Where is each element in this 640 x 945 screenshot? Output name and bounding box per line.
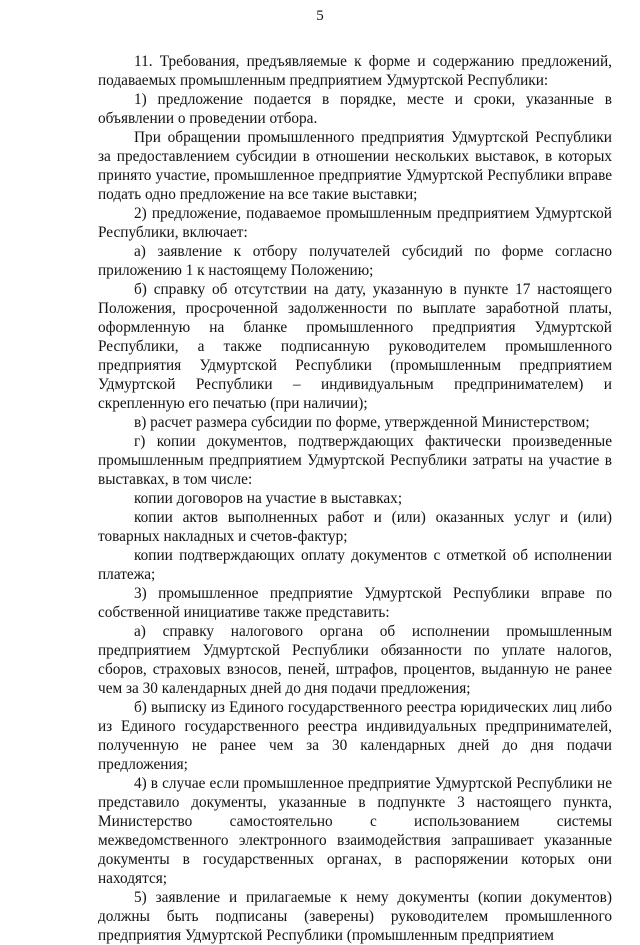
document-body — [98, 52, 612, 945]
paragraph-subitem-3a: а) справку налогового органа об исполнении промышленным предприятием Удмуртской Республики обязанности по уплате налогов, сборов, страховых взносов, пеней, штрафов, процентов, выданную не ранее чем за 30 календарных дней до дня подачи предложения; — [98, 623, 612, 697]
paragraph-subitem-2a: а) заявление к отбору получателей субсидий по форме согласно приложению 1 к настоящему Положению; — [98, 243, 612, 279]
page-number: 5 — [316, 8, 324, 24]
paragraph-multiple-exhibitions: При обращении промышленного предприятия Удмуртской Республики за предоставлением субсидии в отношении нескольких выставок, в которых принято участие, промышленное предприятие Удмуртской Республики вправе подать одно предложение на все такие выставки; — [98, 129, 612, 203]
paragraph-subitem-3: 3) промышленное предприятие Удмуртской Республики вправе по собственной инициативе также представить: — [98, 585, 612, 621]
paragraph-subitem-5: 5) заявление и прилагаемые к нему документы (копии документов) должны быть подписаны (заверены) руководителем промышленного предприятия Удмуртской Республики (промышленным предприятием — [98, 889, 612, 944]
paragraph-payment-copies: копии подтверждающих оплату документов с отметкой об исполнении платежа; — [98, 547, 612, 583]
paragraph-subitem-1: 1) предложение подается в порядке, месте и сроки, указанные в объявлении о проведении отбора. — [98, 91, 612, 127]
paragraph-subitem-2b: б) справку об отсутствии на дату, указанную в пункте 17 настоящего Положения, просроченной задолженности по выплате заработной платы, оформленную на бланке промышленного предприятия Удмуртской Республики, а также подписанную руководителем промышленного предприятия Удмуртской Республики (промышленным предприятием Удмуртской Республики – индивидуальным предпринимателем) и скрепленную его печатью (при наличии); — [98, 281, 612, 412]
paragraph-item-11: 11. Требования, предъявляемые к форме и содержанию предложений, подаваемых промышленным предприятием Удмуртской Республики: — [98, 53, 612, 89]
paragraph-subitem-4: 4) в случае если промышленное предприятие Удмуртской Республики не представило документы, указанные в подпункте 3 настоящего пункта, Министерство самостоятельно с использованием системы межведомственного электронного взаимодействия запрашивает указанные документы в государственных органах, в распоряжении которых они находятся; — [98, 775, 612, 887]
paragraph-subitem-2: 2) предложение, подаваемое промышленным предприятием Удмуртской Республики, включает: — [98, 205, 612, 241]
paragraph-subitem-2v: в) расчет размера субсидии по форме, утвержденной Министерством; — [134, 414, 590, 431]
paragraph-subitem-2g: г) копии документов, подтверждающих фактически произведенные промышленным предприятием Удмуртской Республики затраты на участие в выставках, в том числе: — [98, 433, 612, 488]
paragraph-contracts-copies: копии договоров на участие в выставках; — [134, 490, 403, 507]
paragraph-subitem-3b: б) выписку из Единого государственного реестра юридических лиц либо из Единого государственного реестра индивидуальных предпринимателей, полученную не ранее чем за 30 календарных дней до дня подачи предложения; — [98, 699, 612, 773]
paragraph-acts-copies: копии актов выполненных работ и (или) оказанных услуг и (или) товарных накладных и счетов-фактур; — [98, 509, 612, 545]
